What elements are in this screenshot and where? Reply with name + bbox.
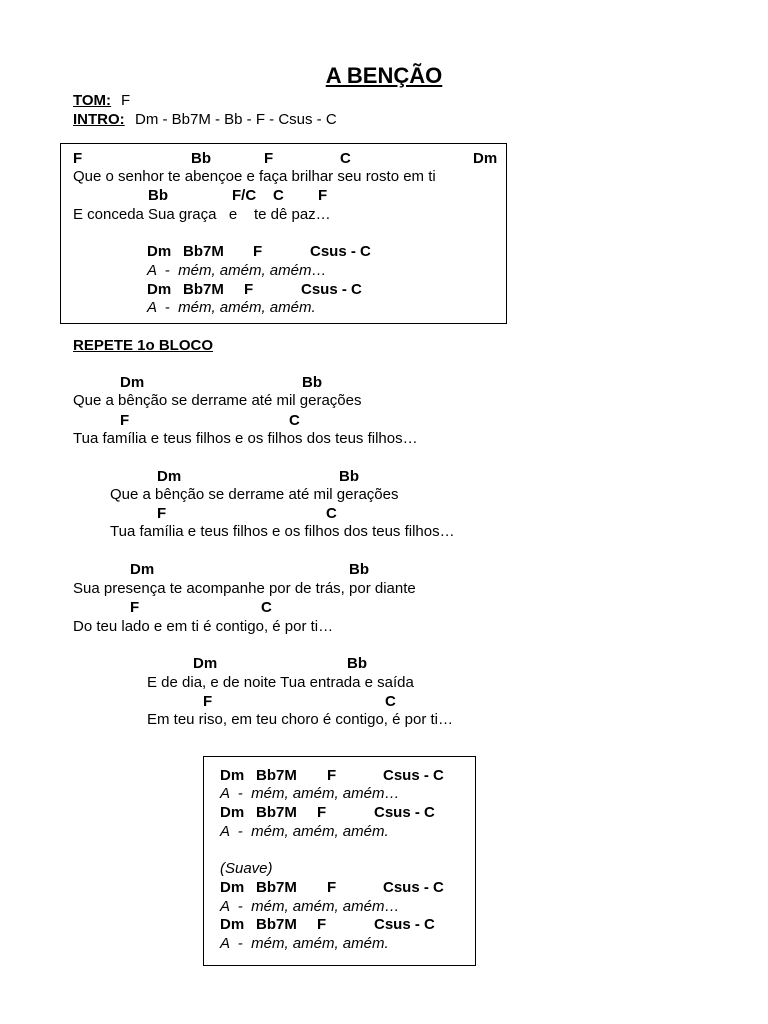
amen-lyric: A - mém, amém, amém. [220,823,389,840]
chord: Dm [220,767,245,784]
chord: C [340,150,351,167]
amen-lyric: A - mém, amém, amém… [220,785,400,802]
chord: F [317,916,327,933]
chord: Dm [220,804,245,821]
amen-lyric: A - mém, amém, amém. [147,299,316,316]
chord: Csus - C [310,243,371,260]
lyric-line: Que a bênção se derrame até mil gerações [110,486,399,503]
chord: C [261,599,272,616]
lyric-line: Tua família e teus filhos e os filhos dos teus filhos… [73,430,418,447]
chord: C [385,693,396,710]
chord: F [120,412,130,429]
lyric-line: Em teu riso, em teu choro é contigo, é por ti… [147,711,453,728]
chord: Dm [147,243,172,260]
chord: Bb7M [256,804,297,821]
chord: Bb [349,561,369,578]
suave-note: (Suave) [220,860,273,877]
lyric-line: Sua presença te acompanhe por de trás, por diante [73,580,416,597]
chord: C [289,412,300,429]
chord: Bb7M [183,243,224,260]
chord: Bb [191,150,211,167]
lyric-line: E de dia, e de noite Tua entrada e saída [147,674,414,691]
lyric-line: Do teu lado e em ti é contigo, é por ti… [73,618,334,635]
chord: F [327,879,337,896]
chord: F/C [232,187,257,204]
lyric-line: E conceda Sua graça e te dê paz… [73,206,331,223]
chord: Bb [347,655,367,672]
chord: Dm [220,916,245,933]
chord: F [73,150,83,167]
chord: Bb7M [256,916,297,933]
lyric-line: Que o senhor te abençoe e faça brilhar seu rosto em ti [73,168,436,185]
chord: Csus - C [383,767,444,784]
chord: Bb7M [183,281,224,298]
chord: Csus - C [374,916,435,933]
chord: F [264,150,274,167]
chord: F [327,767,337,784]
chord: Dm [473,150,498,167]
chord: F [130,599,140,616]
chord: Dm [193,655,218,672]
amen-lyric: A - mém, amém, amém… [220,898,400,915]
intro-value: Dm - Bb7M - Bb - F - Csus - C [135,111,337,128]
chord: Dm [120,374,145,391]
chord: Bb7M [256,879,297,896]
chord: Bb [148,187,168,204]
lyric-line: Que a bênção se derrame até mil gerações [73,392,362,409]
lyric-line: Tua família e teus filhos e os filhos dos teus filhos… [110,523,455,540]
chord: Csus - C [301,281,362,298]
song-title: A BENÇÃO [325,63,443,88]
intro-label: INTRO: [73,111,125,128]
chord: Bb [339,468,359,485]
amen-lyric: A - mém, amém, amém. [220,935,389,952]
chord: Bb [302,374,322,391]
chord: F [317,804,327,821]
chord: Bb7M [256,767,297,784]
chord: F [253,243,263,260]
chord: Dm [130,561,155,578]
chord: F [244,281,254,298]
chord: Csus - C [383,879,444,896]
chord: F [157,505,167,522]
tom-value: F [121,92,131,109]
chord: Dm [157,468,182,485]
chord: F [203,693,213,710]
repeat-note: REPETE 1o BLOCO [73,337,214,354]
chord: C [273,187,284,204]
chord: Dm [220,879,245,896]
chord: C [326,505,337,522]
chord: F [318,187,328,204]
chord: Dm [147,281,172,298]
tom-label: TOM: [73,92,112,109]
chord: Csus - C [374,804,435,821]
amen-lyric: A - mém, amém, amém… [147,262,327,279]
